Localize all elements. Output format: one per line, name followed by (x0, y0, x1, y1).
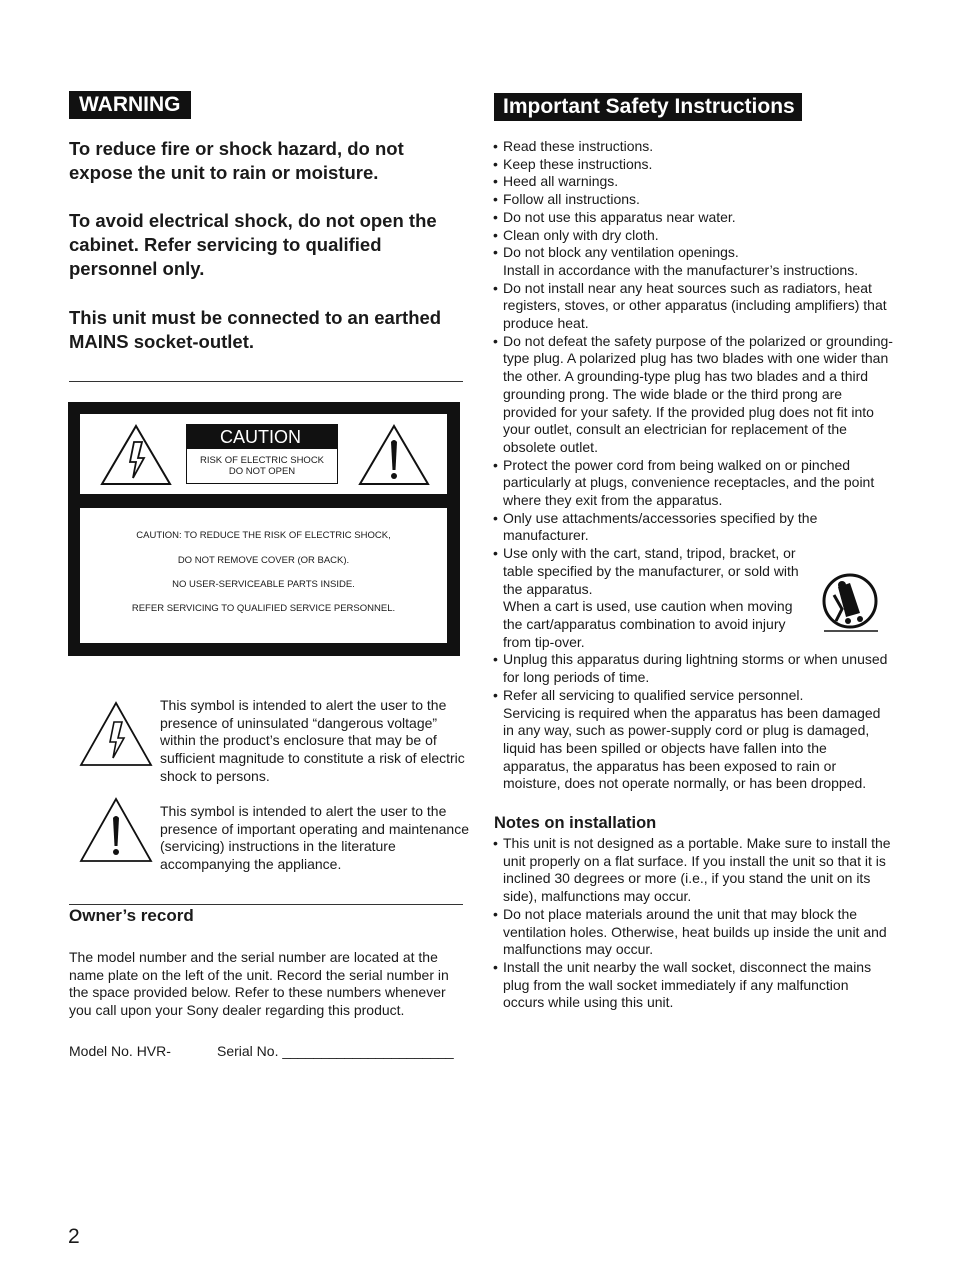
owners-record-text: The model number and the serial number are located at the name plate on the left of the unit. Record the serial number in the space provided below. Refer to these numbers whenever you call upon your Sony dealer regarding this product. (69, 949, 449, 1019)
caution-line-1: CAUTION: TO REDUCE THE RISK OF ELECTRIC SHOCK, (136, 530, 391, 541)
safety-instructions-list (493, 138, 893, 793)
page-number: 2 (68, 1225, 80, 1248)
exclamation-triangle-icon (356, 422, 432, 488)
list-item: • Refer all servicing to qualified service personnel. Servicing is required when the apparatus has been damaged in any way, such as power-supply cord or plug is damaged, liquid has been spilled or objects have fallen into the apparatus, the apparatus has been exposed to rain or moisture, does not operate normally, or has been dropped. (493, 687, 893, 793)
list-item: • Do not block any ventilation openings. Install in accordance with the manufacturer’s instructions. (493, 244, 893, 279)
notes-list (493, 835, 893, 1012)
caution-line-4: REFER SERVICING TO QUALIFIED SERVICE PERSONNEL. (131, 603, 396, 614)
caution-sticker-text (187, 449, 337, 477)
serial-number-label: Serial No. ______________________ (217, 1043, 454, 1059)
instructions-symbol-description: This symbol is intended to alert the user to the presence of important operating and maintenance (servicing) instructions in the literature accompanying the appliance. (160, 803, 469, 873)
owners-record-heading: Owner’s record (69, 906, 194, 925)
caution-line-3: NO USER-SERVICEABLE PARTS INSIDE. (172, 579, 355, 590)
list-item: • Only use attachments/accessories specified by the manufacturer. (493, 510, 893, 545)
list-item: • Do not defeat the safety purpose of the polarized or grounding-type plug. A polarized plug has two blades with one wider than the other. A grounding-type plug has two blades and a third grounding prong. The wide blade or the third prong are provided for your safety. If the provided plug does not fit into your outlet, consult an electrician for replacement of the obsolete outlet. (493, 333, 893, 457)
caution-sticker (186, 424, 338, 484)
caution-label-panel (68, 402, 460, 656)
warning-paragraph-1: To reduce fire or shock hazard, do not expose the unit to rain or moisture. (69, 138, 404, 183)
list-item: • Unplug this apparatus during lightning storms or when unused for long periods of time. (493, 651, 893, 686)
warning-paragraph-3: This unit must be connected to an earthed MAINS socket-outlet. (69, 307, 442, 352)
divider (69, 381, 463, 382)
list-item: • Protect the power cord from being walked on or pinched particularly at plugs, convenience receptacles, and the point where they exit from the apparatus. (493, 457, 893, 510)
model-number-label: Model No. HVR- (69, 1043, 171, 1059)
list-item: • Do not use this apparatus near water. (493, 209, 893, 227)
list-item: • Keep these instructions. (493, 156, 893, 174)
list-item: • Clean only with dry cloth. (493, 227, 893, 245)
caution-title: CAUTION (187, 425, 337, 449)
list-item: • Read these instructions. (493, 138, 893, 156)
list-item: • Use only with the cart, stand, tripod, bracket, or table specified by the manufacturer, or sold with the apparatus. When a cart is used, use caution when moving the cart/apparatus combination to avoid injury from tip-over. (493, 545, 893, 651)
exclamation-triangle-icon (78, 796, 154, 864)
warning-heading: WARNING (69, 91, 191, 119)
caution-line-2: DO NOT REMOVE COVER (OR BACK). (177, 555, 350, 566)
caution-label-top (80, 414, 447, 494)
list-item: • Do not place materials around the unit that may block the ventilation holes. Otherwise, heat builds up inside the unit and malfunctions may occur. (493, 906, 893, 959)
list-item: • Do not install near any heat sources such as radiators, heat registers, stoves, or other apparatus (including amplifiers) that produce heat. (493, 280, 893, 333)
safety-heading: Important Safety Instructions (494, 93, 802, 121)
list-item: • Follow all instructions. (493, 191, 893, 209)
list-item: • Install the unit nearby the wall socket, disconnect the mains plug from the wall socket immediately if any malfunction occurs while using this unit. (493, 959, 893, 1012)
lightning-triangle-icon (98, 422, 174, 488)
caution-label-bottom (80, 508, 447, 643)
voltage-symbol-description: This symbol is intended to alert the user to the presence of uninsulated “dangerous voltage” within the product’s enclosure that may be of sufficient magnitude to constitute a risk of electric shock to persons. (160, 697, 465, 784)
notes-heading: Notes on installation (494, 814, 657, 832)
cart-tip-over-warning-icon (820, 573, 880, 633)
lightning-triangle-icon (78, 700, 154, 768)
warning-paragraph-2: To avoid electrical shock, do not open the cabinet. Refer servicing to qualified personnel only. (69, 210, 437, 279)
list-item: • This unit is not designed as a portable. Make sure to install the unit properly on a flat surface. If you install the unit so that it is inclined 30 degrees or more (i.e., if you stand the unit on its side), malfunctions may occur. (493, 835, 893, 906)
caution-sticker-line-2: DO NOT OPEN (228, 466, 296, 477)
caution-sticker-line-1: RISK OF ELECTRIC SHOCK (199, 455, 325, 466)
divider (69, 904, 463, 905)
list-item: • Heed all warnings. (493, 173, 893, 191)
